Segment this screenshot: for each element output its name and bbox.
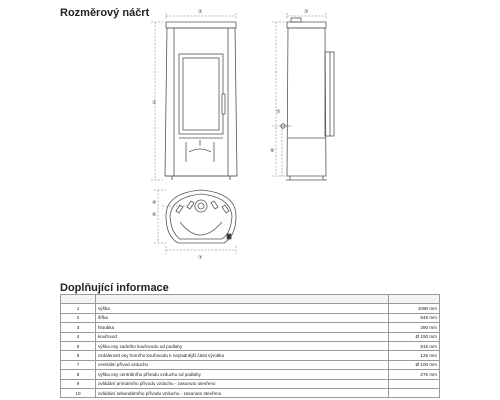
col-header-num <box>61 295 96 304</box>
table-row <box>61 332 440 341</box>
specs-table <box>60 294 440 398</box>
dim-label-1: ① <box>152 100 157 106</box>
row-number: 3 <box>61 323 96 332</box>
table-header-row <box>61 295 440 304</box>
dim-label-4: ④ <box>152 200 157 206</box>
row-description: výška <box>96 304 389 313</box>
table-row <box>61 313 440 322</box>
table-row <box>61 351 440 360</box>
row-description: výška osy centrálního přívodu vzduchu od podlahy <box>96 370 389 379</box>
dim-label-2: ② <box>198 9 203 15</box>
row-number: 6 <box>61 351 96 360</box>
dim-label-8: ⑧ <box>270 148 275 154</box>
col-header-value <box>389 295 440 304</box>
row-number: 7 <box>61 360 96 369</box>
row-description: hloubka <box>96 323 389 332</box>
table-row <box>61 379 440 388</box>
row-value: 125 mm <box>389 351 440 360</box>
row-number: 2 <box>61 313 96 322</box>
row-value <box>389 379 440 388</box>
row-value: 390 mm <box>389 323 440 332</box>
table-row <box>61 388 440 397</box>
table-title: Doplňující informace <box>60 282 169 294</box>
dim-label-7: ⑦ <box>198 255 203 261</box>
sketch-title: Rozměrový náčrt <box>60 7 150 19</box>
row-description: výška osy zadního kouřovodu od podlahy <box>96 341 389 350</box>
row-value: 915 mm <box>389 341 440 350</box>
row-description: vzdálenost osy horního kouřovodu k nejzadnější části výrobku <box>96 351 389 360</box>
row-number: 1 <box>61 304 96 313</box>
table-row <box>61 360 440 369</box>
table-row <box>61 341 440 350</box>
row-number: 8 <box>61 370 96 379</box>
row-description: centrální přívod vzduchu <box>96 360 389 369</box>
row-number: 9 <box>61 379 96 388</box>
side-view <box>286 18 334 180</box>
row-description: ovládání sekundárního přívodu vzduchu - zasunuto otevřeno <box>96 388 389 397</box>
row-value: 1090 mm <box>389 304 440 313</box>
row-number: 4 <box>61 332 96 341</box>
row-description: ovládání primárního přívodu vzduchu - zasunuto otevřeno <box>96 379 389 388</box>
dim-label-6: ⑥ <box>152 212 157 218</box>
dim-label-5: ⑤ <box>276 109 281 115</box>
row-description: šířka <box>96 313 389 322</box>
row-number: 10 <box>61 388 96 397</box>
row-description: kouřovod <box>96 332 389 341</box>
row-value: Ø 100 mm <box>389 360 440 369</box>
row-value: 275 mm <box>389 370 440 379</box>
table-row <box>61 370 440 379</box>
row-value: Ø 150 mm <box>389 332 440 341</box>
front-view <box>165 22 237 180</box>
row-value <box>389 388 440 397</box>
table-row <box>61 304 440 313</box>
col-header-desc <box>96 295 389 304</box>
table-row <box>61 323 440 332</box>
plan-view <box>166 190 236 243</box>
row-number: 5 <box>61 341 96 350</box>
row-value: 548 mm <box>389 313 440 322</box>
dim-label-3: ③ <box>304 9 309 15</box>
